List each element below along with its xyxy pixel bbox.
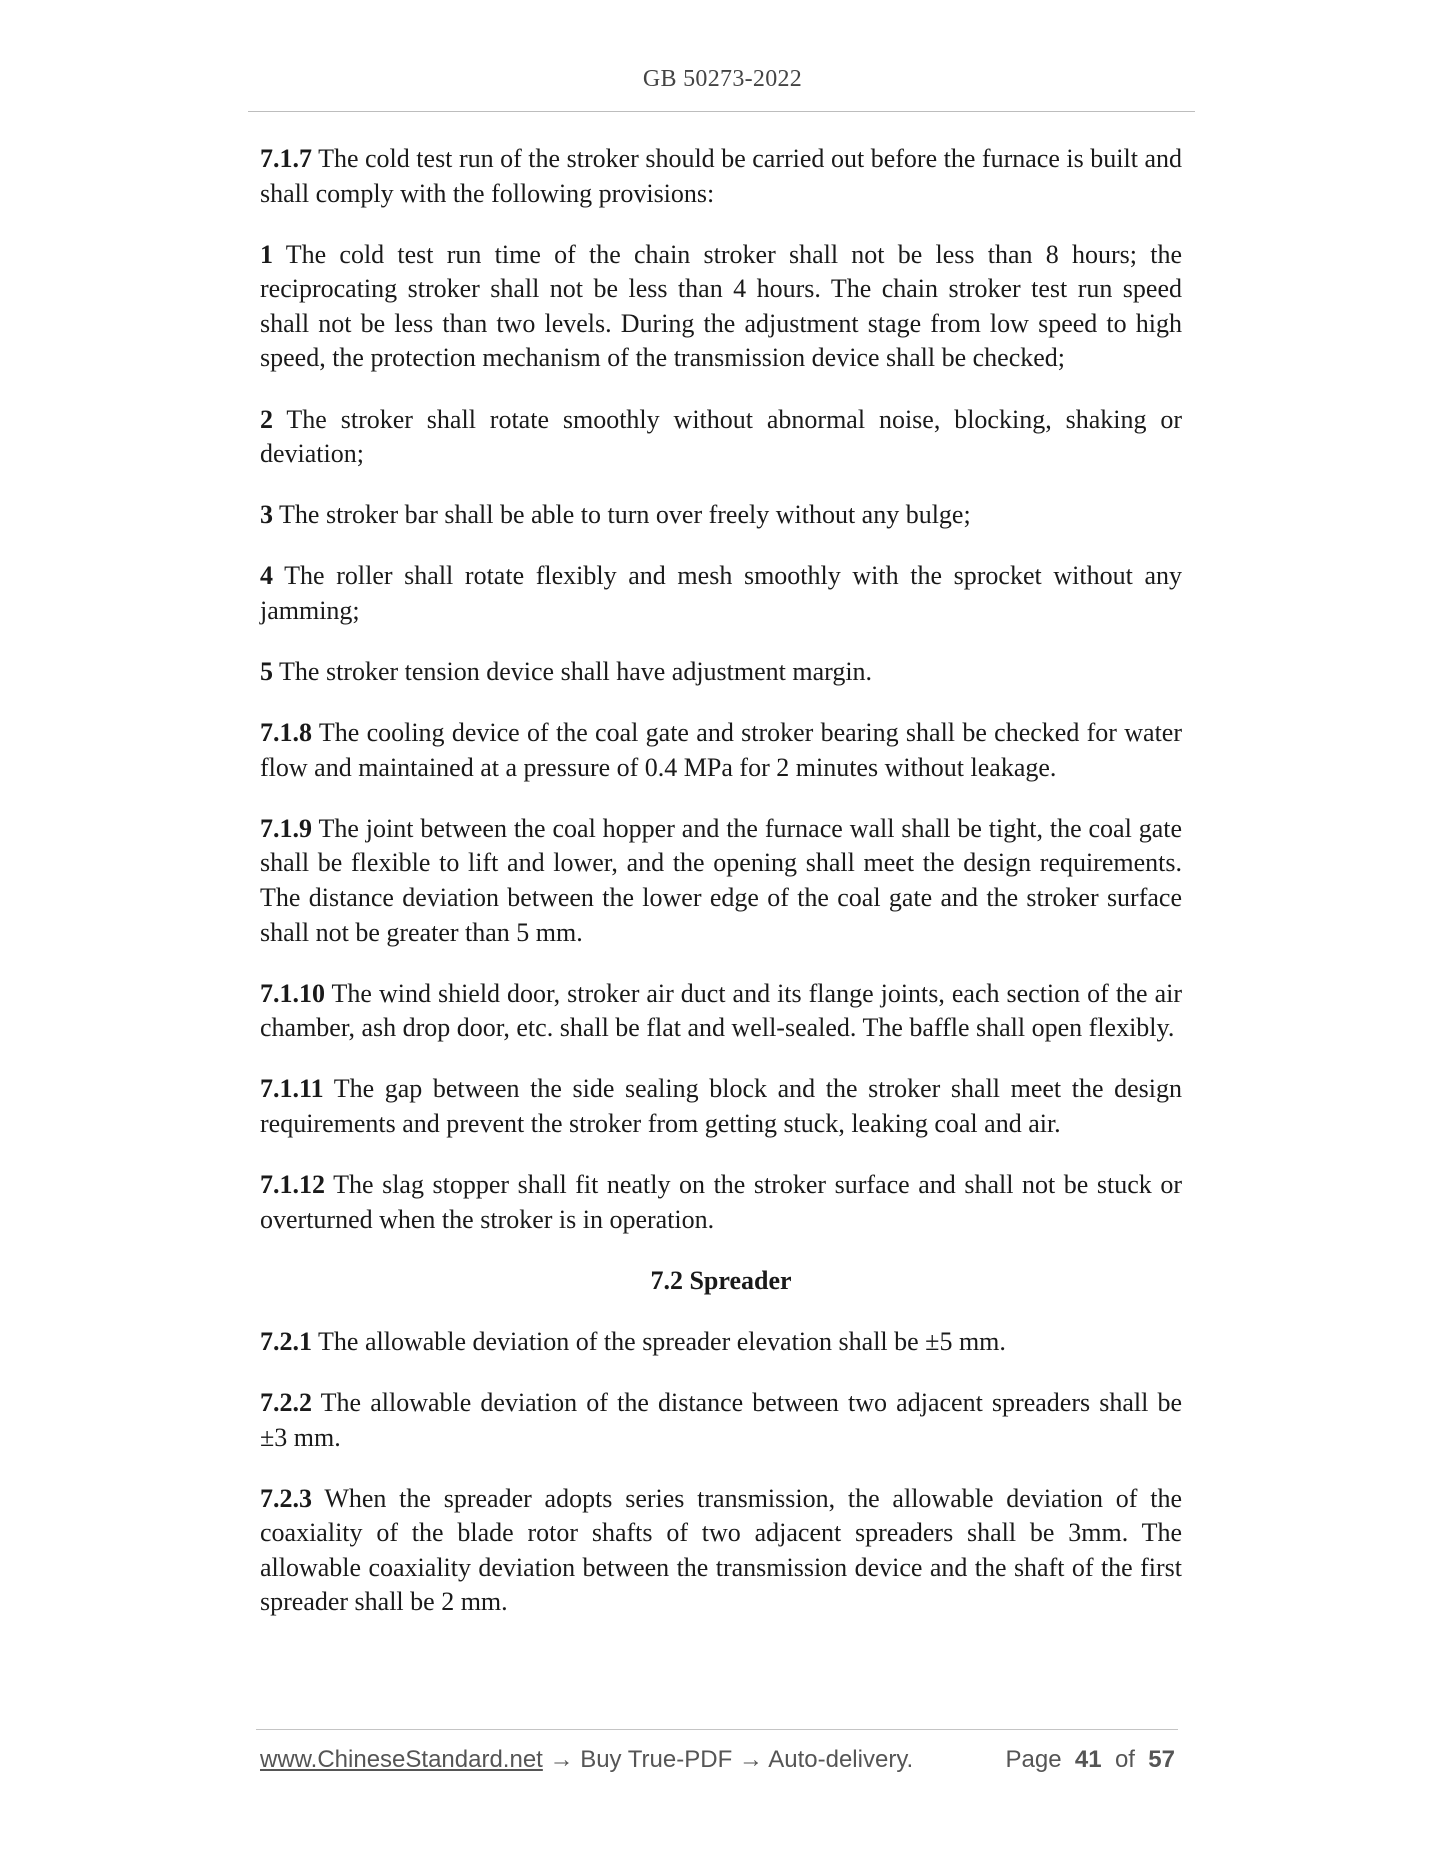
page-label: Page xyxy=(1005,1746,1062,1773)
clause-number: 7.1.7 xyxy=(260,144,312,173)
clause-text: The allowable deviation of the spreader elevation shall be ±5 mm. xyxy=(318,1326,1006,1356)
item-number: 5 xyxy=(260,657,273,687)
clause-number: 7.1.10 xyxy=(260,978,325,1008)
clause-text: The wind shield door, stroker air duct and its flange joints, each section of the air chamber, ash drop door, etc. shall be flat and well-sealed. The baffle shall open flexibly. xyxy=(260,978,1182,1043)
clause-text: The allowable deviation of the distance between two adjacent spreaders shall be ±3 mm. xyxy=(260,1387,1182,1452)
header-divider xyxy=(248,111,1195,112)
item-text: The cold test run time of the chain stroker shall not be less than 8 hours; the reciprocating stroker shall not be less than 4 hours. The chain stroker test run speed shall not be less than two levels. During the adjustment stage from low speed to high speed, the protection mechanism of the transmission device shall be checked; xyxy=(260,239,1182,373)
item-2 xyxy=(260,403,1182,472)
page-body xyxy=(260,142,1182,1647)
clause-number: 7.1.11 xyxy=(260,1074,324,1104)
clause-number: 7.1.12 xyxy=(260,1170,325,1200)
item-text: The roller shall rotate flexibly and mesh smoothly with the sprocket without any jamming; xyxy=(260,561,1182,625)
item-number: 3 xyxy=(260,500,273,530)
section-heading-spreader: 7.2 Spreader xyxy=(650,1265,792,1295)
item-3 xyxy=(260,498,1182,533)
item-text: The stroker bar shall be able to turn over freely without any bulge; xyxy=(279,500,971,530)
clause-7-1-9 xyxy=(260,812,1182,950)
item-text: The stroker tension device shall have adjustment margin. xyxy=(279,657,873,687)
auto-delivery-text: Auto-delivery. xyxy=(768,1746,914,1773)
clause-7-2-3 xyxy=(260,1482,1182,1620)
footer-promo xyxy=(260,1746,913,1774)
item-1 xyxy=(260,238,1182,376)
clause-text: The joint between the coal hopper and the furnace wall shall be tight, the coal gate shall be flexible to lift and lower, and the opening shall meet the design requirements. The distance deviation between the lower edge of the coal gate and the stroker surface shall not be greater than 5 mm. xyxy=(260,813,1183,947)
item-number: 1 xyxy=(260,239,273,269)
clause-7-1-11 xyxy=(260,1072,1182,1141)
item-number: 2 xyxy=(260,404,273,434)
item-4 xyxy=(260,559,1182,628)
clause-text: The slag stopper shall fit neatly on the stroker surface and shall not be stuck or overturned when the stroker is in operation. xyxy=(260,1170,1182,1234)
standard-code-header: GB 50273-2022 xyxy=(642,66,803,92)
clause-7-2-2 xyxy=(260,1386,1182,1455)
buy-pdf-text: Buy True-PDF xyxy=(580,1746,733,1773)
item-number: 4 xyxy=(260,561,273,591)
total-pages-number: 57 xyxy=(1148,1746,1175,1773)
website-link[interactable]: www.ChineseStandard.net xyxy=(260,1746,543,1773)
current-page-number: 41 xyxy=(1074,1746,1102,1773)
clause-number: 7.2.3 xyxy=(260,1483,312,1513)
clause-number: 7.1.8 xyxy=(260,718,312,748)
clause-number: 7.2.2 xyxy=(260,1387,312,1417)
item-text: The stroker shall rotate smoothly without abnormal noise, blocking, shaking or deviation; xyxy=(260,404,1182,469)
of-label: of xyxy=(1114,1746,1135,1773)
clause-7-1-8 xyxy=(260,716,1182,785)
clause-text: The cold test run of the stroker should be carried out before the furnace is built and shall comply with the following provisions: xyxy=(260,144,1183,208)
clause-7-2-1 xyxy=(260,1325,1182,1360)
arrow-right-icon: → xyxy=(549,1746,574,1773)
clause-7-1-7 xyxy=(260,142,1182,211)
clause-7-1-10 xyxy=(260,977,1182,1046)
clause-7-1-12 xyxy=(260,1168,1182,1237)
clause-text: When the spreader adopts series transmission, the allowable deviation of the coaxiality of the blade rotor shafts of two adjacent spreaders shall be 3mm. The allowable coaxiality deviation between the transmission device and the shaft of the first spreader shall be 2 mm. xyxy=(260,1483,1182,1617)
clause-text: The gap between the side sealing block and the stroker shall meet the design requirements and prevent the stroker from getting stuck, leaking coal and air. xyxy=(260,1074,1182,1138)
page-footer xyxy=(260,1746,1175,1778)
item-5 xyxy=(260,655,1182,690)
footer-divider xyxy=(256,1729,1178,1730)
page-counter xyxy=(1005,1746,1175,1774)
clause-number: 7.1.9 xyxy=(260,813,312,843)
clause-text: The cooling device of the coal gate and stroker bearing shall be checked for water flow and maintained at a pressure of 0.4 MPa for 2 minutes without leakage. xyxy=(260,718,1183,782)
clause-number: 7.2.1 xyxy=(260,1326,312,1356)
arrow-right-icon: → xyxy=(738,1746,763,1773)
